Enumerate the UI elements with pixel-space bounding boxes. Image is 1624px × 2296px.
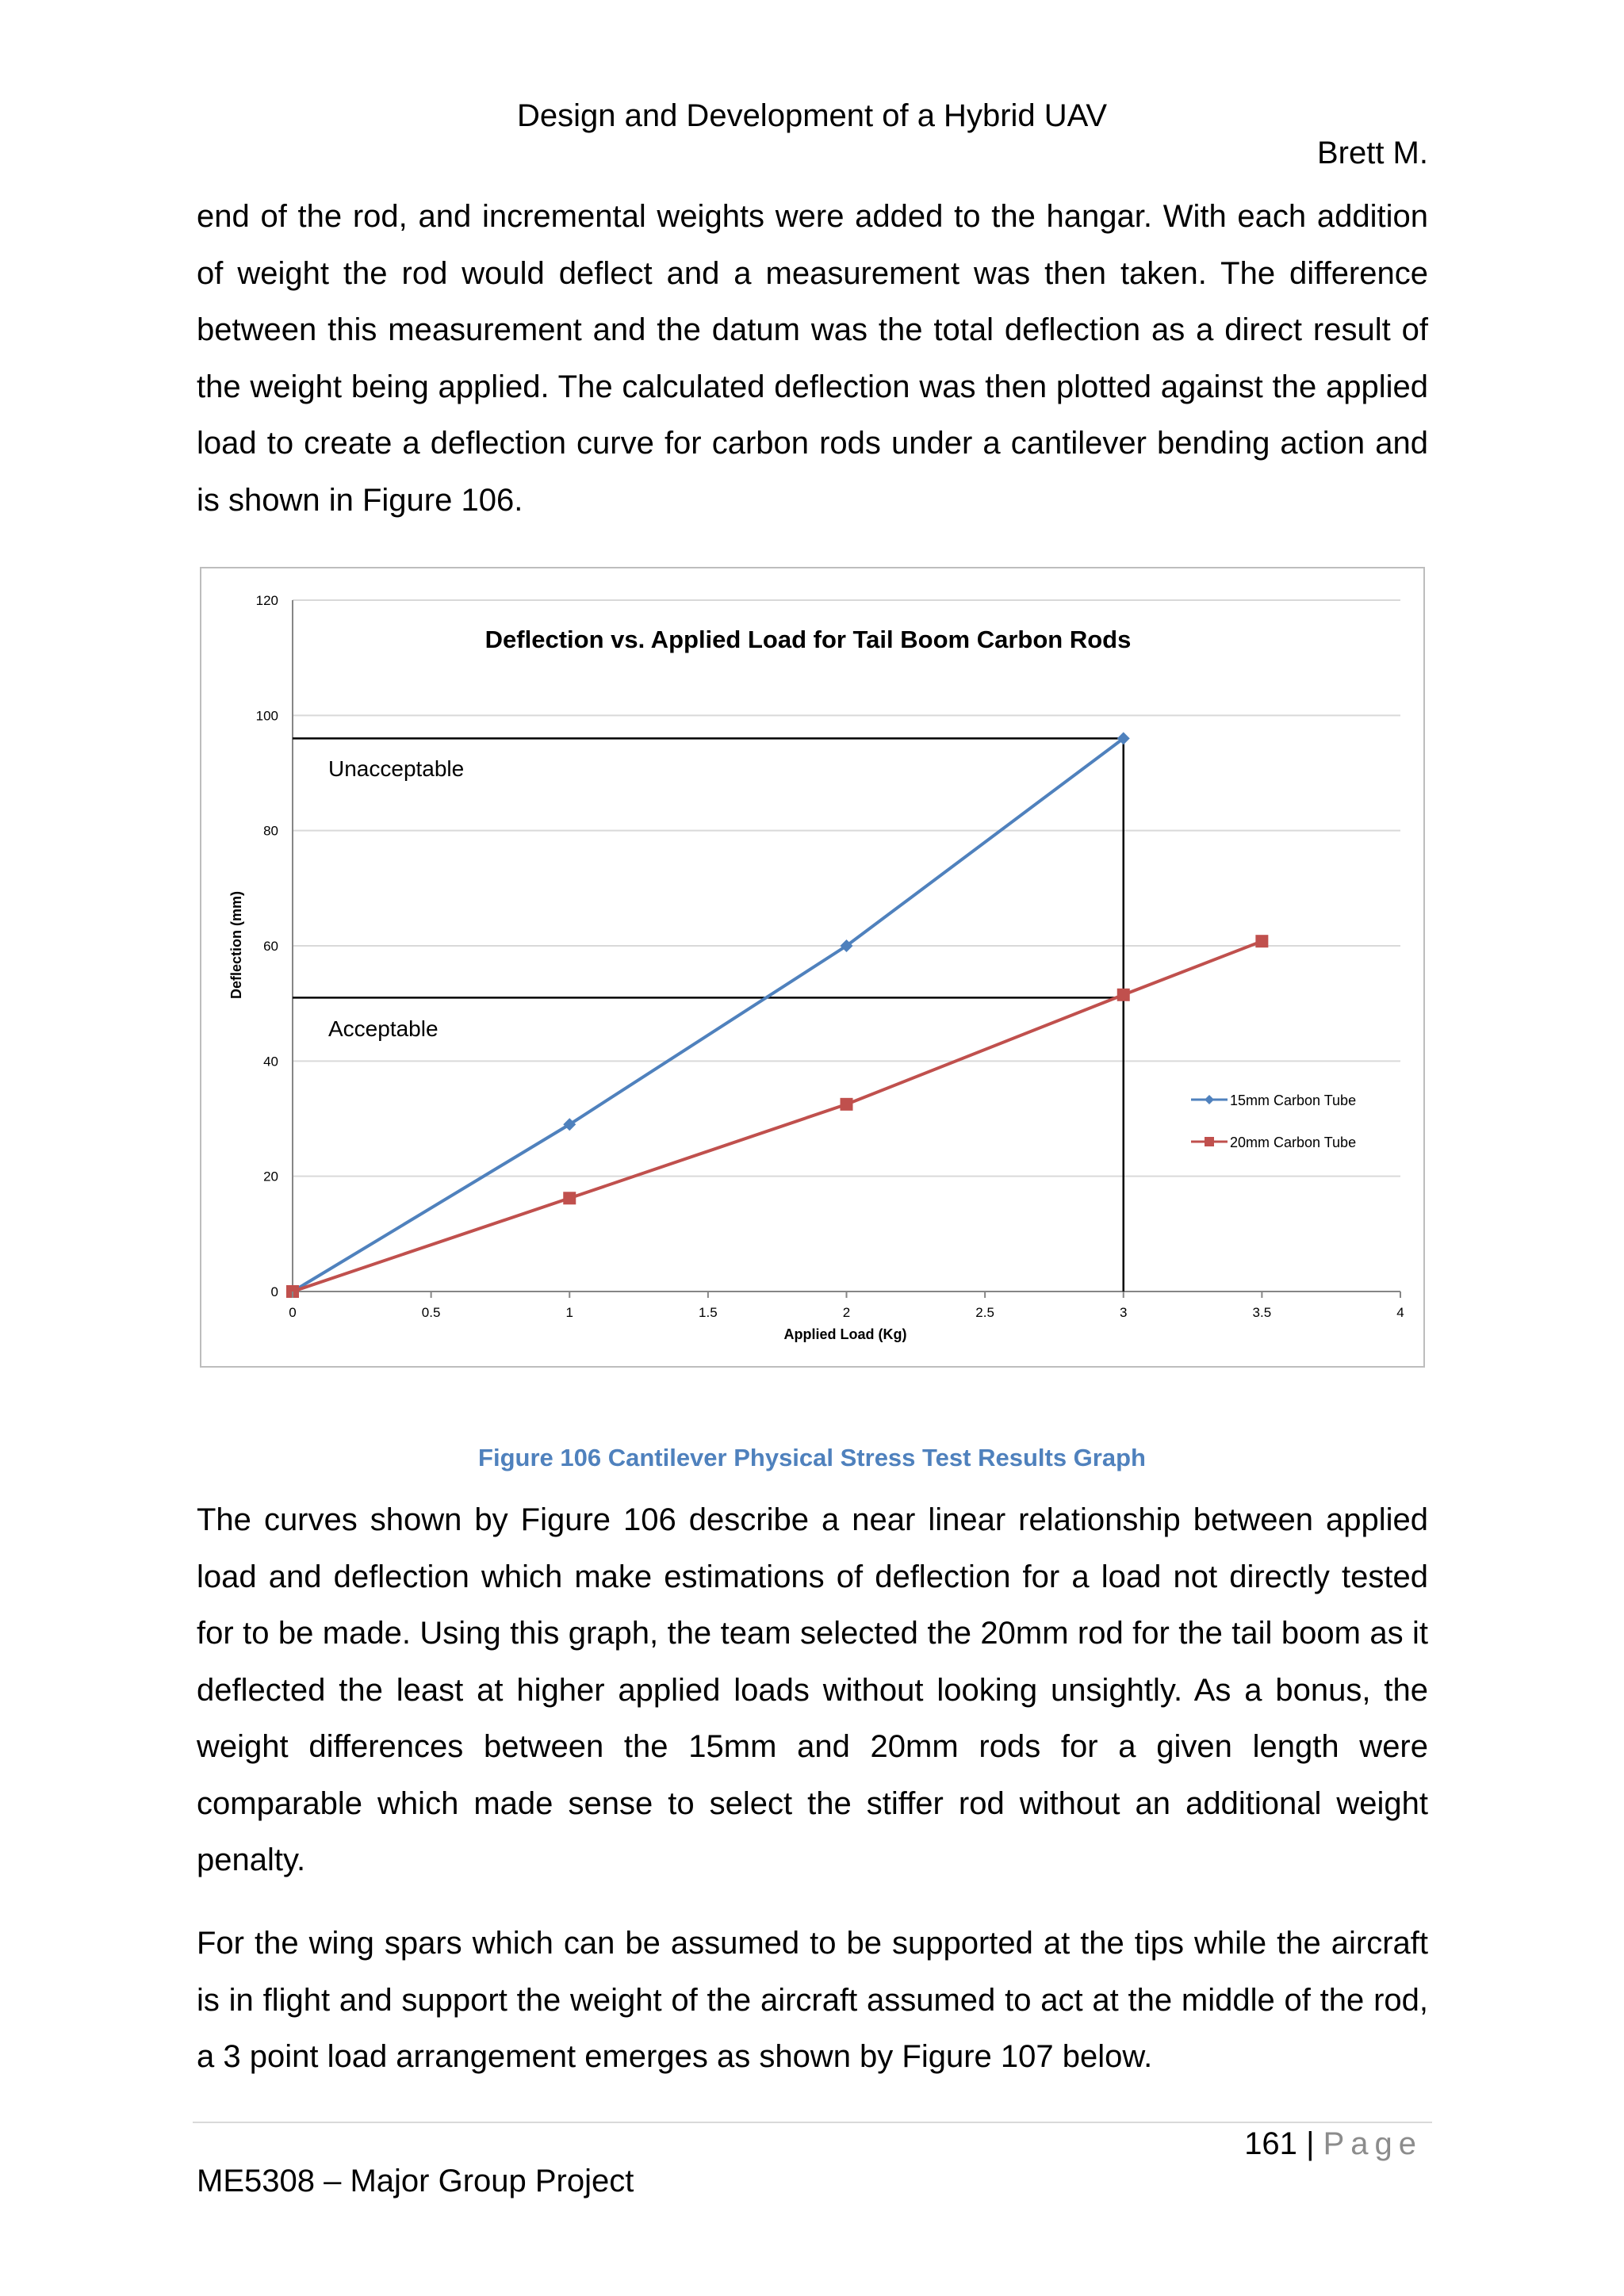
legend-label-15mm: 15mm Carbon Tube bbox=[1230, 1093, 1357, 1108]
x-tick-label: 4 bbox=[1396, 1305, 1404, 1320]
chart-gridlines bbox=[293, 600, 1400, 1177]
x-tick-label: 1.5 bbox=[699, 1305, 718, 1320]
y-tick-label: 60 bbox=[263, 939, 278, 954]
figure-caption: Figure 106 Cantilever Physical Stress Test Results Graph bbox=[478, 1444, 1146, 1471]
y-tick-label: 120 bbox=[255, 593, 278, 608]
square-marker-icon bbox=[1205, 1137, 1214, 1146]
legend-label-20mm: 20mm Carbon Tube bbox=[1230, 1135, 1357, 1150]
series-line-1 bbox=[293, 941, 1262, 1292]
legend-item-20mm bbox=[1191, 1135, 1356, 1150]
body-paragraph-2: The curves shown by Figure 106 describe a near linear relationship between applied load and deflection which make estimations of deflection for a load not directly tested for to be made. Using this graph, the team selected the 20mm rod for the tail boom as it deflected the least at higher applied loads without looking unsightly. As a bonus, the weight differences between the 15mm and 20mm rods for a given length were comparable which made sense to select the stiffer rod without an additional weight penalty. bbox=[197, 1502, 1428, 1877]
page-word: Page bbox=[1323, 2126, 1423, 2161]
chart-title: Deflection vs. Applied Load for Tail Boom Carbon Rods bbox=[485, 626, 1132, 653]
y-tick-label: 20 bbox=[263, 1169, 278, 1184]
x-tick-label: 0.5 bbox=[421, 1305, 441, 1320]
data-point-square bbox=[563, 1192, 576, 1204]
y-tick-label: 40 bbox=[263, 1054, 278, 1070]
threshold-lines bbox=[293, 738, 1124, 1292]
x-axis-title: Applied Load (Kg) bbox=[783, 1326, 907, 1342]
data-point-square bbox=[1255, 935, 1268, 947]
body-paragraph-3: For the wing spars which can be assumed to be supported at the tips while the aircraft is in flight and support the weight of the aircraft assumed to act at the middle of the rod, a 3 point load arrangement emerges as shown by Figure 107 below. bbox=[197, 1926, 1428, 2074]
x-tick-label: 3 bbox=[1120, 1305, 1128, 1320]
footer-project-name: ME5308 – Major Group Project bbox=[197, 2164, 634, 2198]
x-tick-label: 2 bbox=[842, 1305, 851, 1320]
y-axis-title: Deflection (mm) bbox=[228, 890, 244, 1000]
y-tick-label: 100 bbox=[255, 708, 278, 724]
diamond-marker-icon bbox=[1205, 1095, 1214, 1104]
x-tick-label: 1 bbox=[565, 1305, 573, 1320]
chart-legend bbox=[1191, 1093, 1356, 1150]
document-header-title: Design and Development of a Hybrid UAV bbox=[516, 98, 1108, 133]
series-line-0 bbox=[293, 738, 1124, 1292]
x-tick-label: 2.5 bbox=[975, 1305, 994, 1320]
page-number-separator: | bbox=[1306, 2126, 1315, 2161]
data-point-square bbox=[1117, 989, 1130, 1001]
legend-item-15mm bbox=[1191, 1093, 1356, 1108]
page-number bbox=[1244, 2122, 1423, 2166]
document-header-author: Brett M. bbox=[1316, 136, 1428, 170]
x-tick-label: 0 bbox=[289, 1305, 297, 1320]
y-tick-label: 0 bbox=[270, 1284, 278, 1299]
chart-series bbox=[286, 732, 1268, 1298]
body-paragraph-1: end of the rod, and incremental weights were added to the hangar. With each addition of weight the rod would deflect and a measurement was then taken. The difference between this measurement and the datum was the total deflection as a direct result of the weight being applied. The calculated deflection was then plotted against the applied load to create a deflection curve for carbon rods under a cantilever bending action and is shown in Figure 106. bbox=[197, 199, 1428, 518]
deflection-chart-svg bbox=[201, 568, 1427, 1369]
annotation-acceptable: Acceptable bbox=[328, 1016, 439, 1041]
x-tick-label: 3.5 bbox=[1252, 1305, 1272, 1320]
page-number-value: 161 bbox=[1244, 2126, 1297, 2161]
deflection-chart bbox=[200, 567, 1425, 1368]
y-tick-label: 80 bbox=[263, 823, 278, 839]
annotation-unacceptable: Unacceptable bbox=[328, 756, 465, 781]
data-point-square bbox=[841, 1098, 853, 1111]
